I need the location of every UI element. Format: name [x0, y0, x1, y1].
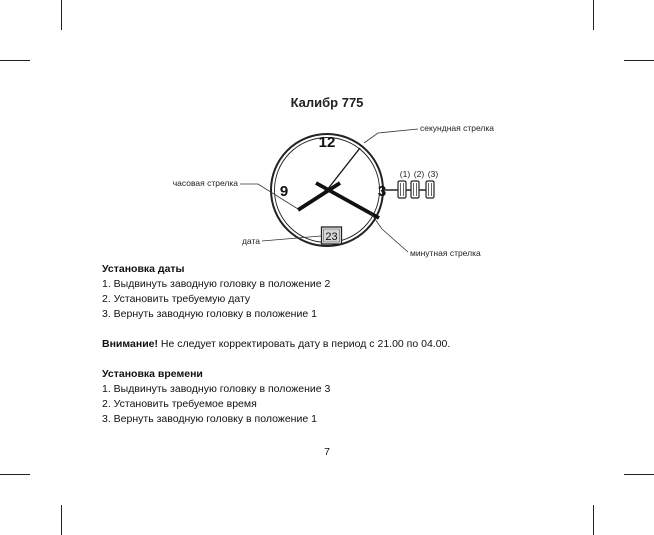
- time-setting-heading: Установка времени: [102, 368, 203, 380]
- dial-number-9: 9: [279, 183, 289, 200]
- hour-hand-label: часовая стрелка: [172, 178, 238, 188]
- warning-paragraph: [102, 337, 582, 352]
- date-setting-heading: Установка даты: [102, 263, 185, 275]
- crown-position-3: [426, 181, 434, 198]
- warning-label: Внимание!: [102, 338, 158, 350]
- crown-position-2-label: (2): [413, 169, 425, 179]
- second-hand: [327, 148, 360, 190]
- crown-position-1: [398, 181, 406, 198]
- time-setting-step-2: 2. Установить требуемое время: [102, 398, 257, 410]
- crown-position-3-label: (3): [427, 169, 439, 179]
- hands-pinion: [324, 187, 329, 192]
- time-setting-step-3: 3. Вернуть заводную головку в положение 1: [102, 413, 317, 425]
- spacer: [102, 352, 582, 367]
- dial-number-12: 12: [318, 134, 336, 151]
- hour-hand-leader: [240, 184, 298, 209]
- spacer: [102, 322, 582, 337]
- hour-hand: [298, 183, 340, 210]
- time-setting-step-1: 1. Выдвинуть заводную головку в положение 3: [102, 383, 331, 395]
- second-hand-label: секундная стрелка: [420, 123, 494, 133]
- page-number: 7: [324, 446, 330, 458]
- date-label: дата: [241, 236, 260, 246]
- instructions: [102, 262, 582, 427]
- crown-position-1-label: (1): [399, 169, 411, 179]
- warning-text: Не следует корректировать дату в период с 21.00 по 04.00.: [157, 338, 451, 350]
- second-hand-leader: [364, 129, 418, 143]
- dial-number-3: 3: [377, 183, 387, 200]
- minute-hand-label: минутная стрелка: [410, 248, 481, 258]
- date-window-value: 23: [325, 231, 338, 243]
- date-setting-step-3: 3. Вернуть заводную головку в положение 1: [102, 308, 317, 320]
- date-setting-step-1: 1. Выдвинуть заводную головку в положение 2: [102, 278, 331, 290]
- crown-position-2: [411, 181, 419, 198]
- date-setting-step-2: 2. Установить требуемую дату: [102, 293, 251, 305]
- diagram-title: Калибр 775: [290, 95, 364, 110]
